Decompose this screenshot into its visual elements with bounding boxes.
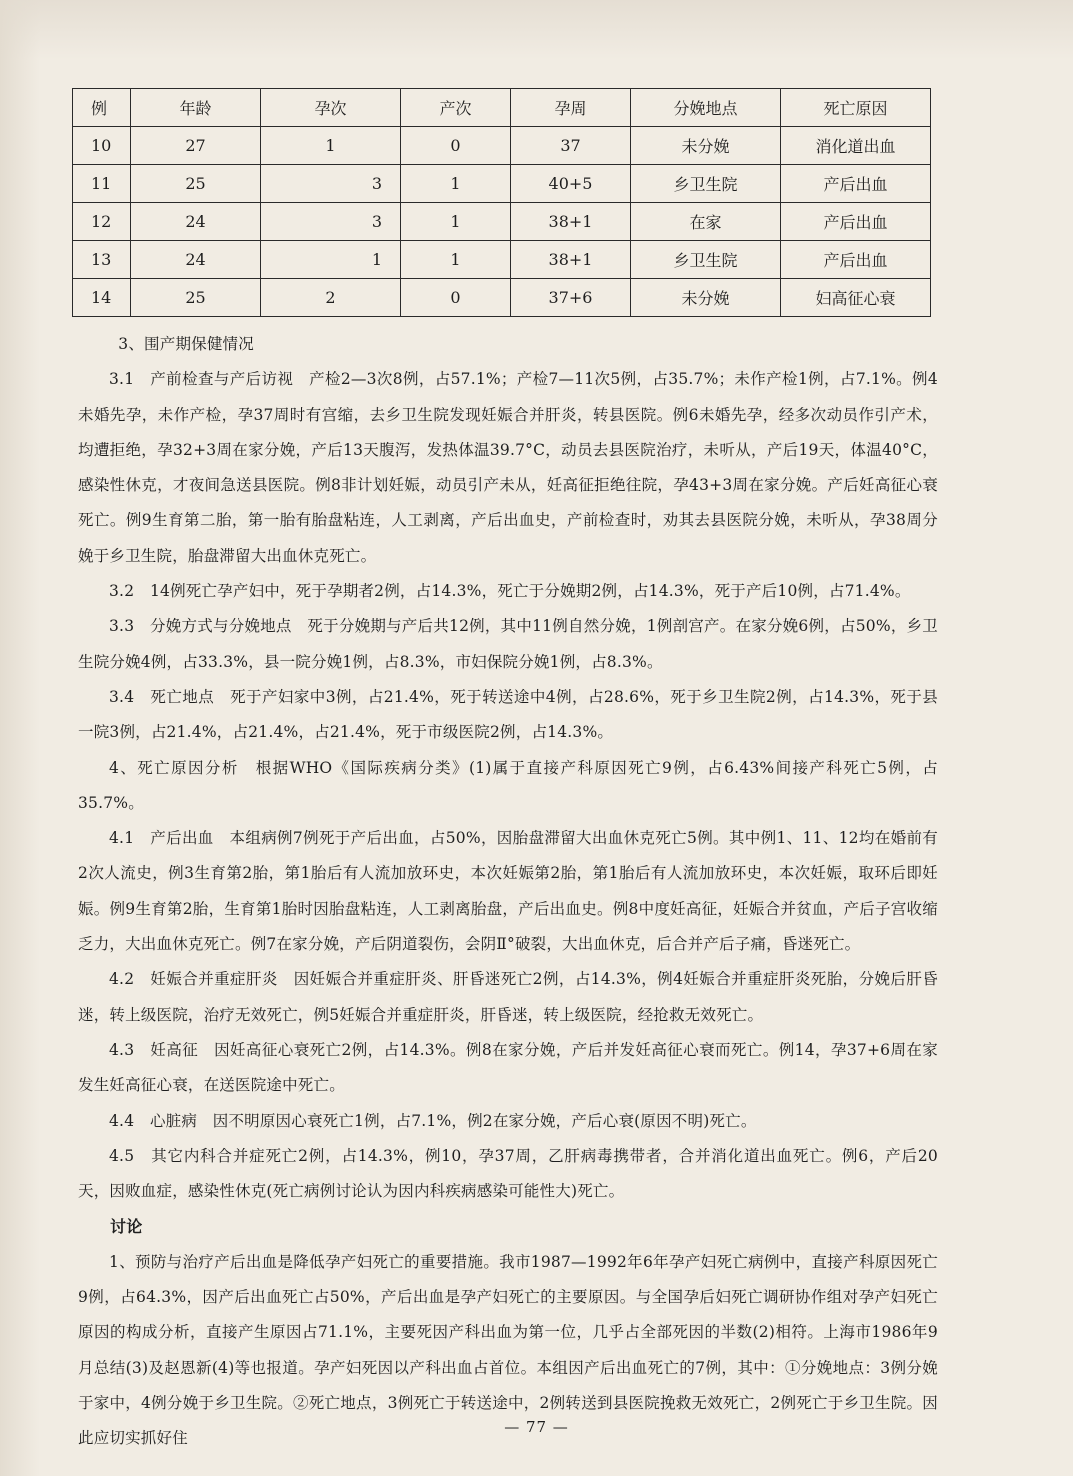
table-header-row: [73, 89, 931, 127]
page-shadow-top: [0, 0, 1073, 60]
paragraph: 3.1 产前检查与产后访视 产检2—3次8例，占57.1%；产检7—11次5例，占35.7%；未作产检1例，占7.1%。例4未婚先孕，未作产检，孕37周时有宫缩，去乡卫生院发现妊娠合并肝炎，转县医院。例6未婚先孕，经多次动员作引产术，均遭拒绝，孕32+3周在家分娩，产后13天腹泻，发热体温39.7°C，动员去县医院治疗，未听从，产后19天，体温40°C，感染性休克，才夜间急送县医院。例8非计划妊娠，动员引产未从，妊高征拒绝往院，孕43+3周在家分娩。产后妊高征心衰死亡。例9生育第二胎，第一胎有胎盘粘连，人工剥离，产后出血史，产前检查时，劝其去县医院分娩，未听从，孕38周分娩于乡卫生院，胎盘滞留大出血休克死亡。: [78, 370, 938, 565]
cell-parity: 1: [401, 203, 511, 241]
cell-age: 27: [131, 127, 261, 165]
cell-parity: 1: [401, 241, 511, 279]
header-cause-of-death: 死亡原因: [781, 89, 931, 127]
cell-delivery-place: 乡卫生院: [631, 165, 781, 203]
cell-gestation: 37: [511, 127, 631, 165]
paragraph: 4.5 其它内科合并症死亡2例，占14.3%，例10，孕37周，乙肝病毒携带者，合并消化道出血死亡。例6，产后20天，因败血症，感染性休克(死亡病例讨论认为因内科疾病感染可能性大)死亡。: [78, 1146, 938, 1201]
cell-gravidity: 2: [261, 279, 401, 317]
page-number: — 77 —: [504, 1418, 569, 1436]
case-table: [72, 88, 931, 317]
paragraph: 4.2 妊娠合并重症肝炎 因妊娠合并重症肝炎、肝昏迷死亡2例，占14.3%，例4妊娠合并重症肝炎死胎，分娩后肝昏迷，转上级医院，治疗无效死亡，例5妊娠合并重症肝炎，肝昏迷，转上级医院，经抢救无效死亡。: [78, 970, 938, 1024]
cell-age: 25: [131, 165, 261, 203]
body-text: [78, 327, 938, 1457]
cell-cause-of-death: 消化道出血: [781, 127, 931, 165]
table-row: [73, 127, 931, 165]
header-gestation: 孕周: [511, 89, 631, 127]
paragraph: 4.4 心脏病 因不明原因心衰死亡1例，占7.1%，例2在家分娩，产后心衰(原因不明)死亡。: [109, 1111, 757, 1130]
cell-case: 11: [73, 165, 131, 203]
header-gravidity: 孕次: [261, 89, 401, 127]
discussion-heading: 讨论: [110, 1217, 143, 1237]
paragraph: 3.2 14例死亡孕产妇中，死于孕期者2例，占14.3%，死亡于分娩期2例，占14.3%，死于产后10例，占71.4%。: [109, 582, 911, 601]
cell-cause-of-death: 产后出血: [781, 165, 931, 203]
cell-parity: 0: [401, 127, 511, 165]
cell-case: 14: [73, 279, 131, 317]
table-row: [73, 279, 931, 317]
paragraph: 4、死亡原因分析 根据WHO《国际疾病分类》(1)属于直接产科原因死亡9例，占6.43%间接产科死亡5例，占35.7%。: [78, 758, 938, 812]
cell-gestation: 37+6: [511, 279, 631, 317]
cell-delivery-place: 在家: [631, 203, 781, 241]
cell-cause-of-death: 妇高征心衰: [781, 279, 931, 317]
cell-gestation: 38+1: [511, 241, 631, 279]
cell-age: 24: [131, 241, 261, 279]
cell-cause-of-death: 产后出血: [781, 241, 931, 279]
cell-cause-of-death: 产后出血: [781, 203, 931, 241]
header-parity: 产次: [401, 89, 511, 127]
cell-gravidity: 1: [261, 241, 401, 279]
cell-delivery-place: 乡卫生院: [631, 241, 781, 279]
header-age: 年龄: [131, 89, 261, 127]
table-row: [73, 165, 931, 203]
cell-age: 24: [131, 203, 261, 241]
header-case: 例: [73, 89, 131, 127]
cell-gravidity: 3: [261, 165, 401, 203]
header-delivery-place: 分娩地点: [631, 89, 781, 127]
table-row: [73, 241, 931, 279]
cell-age: 25: [131, 279, 261, 317]
cell-delivery-place: 未分娩: [631, 279, 781, 317]
cell-parity: 0: [401, 279, 511, 317]
cell-case: 12: [73, 203, 131, 241]
paragraph: 4.1 产后出血 本组病例7例死于产后出血，占50%，因胎盘滞留大出血休克死亡5例。其中例1、11、12均在婚前有2次人流史，例3生育第2胎，第1胎后有人流加放环史，本次妊娠第2胎，第1胎后有人流加放环史，本次妊娠，取环后即妊娠。例9生育第2胎，生育第1胎时因胎盘粘连，人工剥离胎盘，产后出血史。例8中度妊高征，妊娠合并贫血，产后子宫收缩乏力，大出血休克死亡。例7在家分娩，产后阴道裂伤，会阴Ⅱ°破裂，大出血休克，后合并产后子痛，昏迷死亡。: [78, 829, 938, 954]
cell-case: 10: [73, 127, 131, 165]
paragraph: 4.3 妊高征 因妊高征心衰死亡2例，占14.3%。例8在家分娩，产后并发妊高征心衰而死亡。例14，孕37+6周在家发生妊高征心衰，在送医院途中死亡。: [78, 1040, 938, 1095]
cell-gravidity: 3: [261, 203, 401, 241]
cell-gravidity: 1: [261, 127, 401, 165]
cell-gestation: 38+1: [511, 203, 631, 241]
paragraph: 1、预防与治疗产后出血是降低孕产妇死亡的重要措施。我市1987—1992年6年孕产妇死亡病例中，直接产科原因死亡9例，占64.3%，因产后出血死亡占50%，产后出血是孕产妇死亡的主要原因。与全国孕后妇死亡调研协作组对孕产妇死亡原因的构成分析，直接产生原因占71.1%，主要死因产科出血为第一位，几乎占全部死因的半数(2)相符。上海市1986年9月总结(3)及赵恩新(4)等也报道。孕产妇死因以产科出血占首位。本组因产后出血死亡的7例，其中：①分娩地点：3例分娩于家中，4例分娩于乡卫生院。②死亡地点，3例死亡于转送途中，2例转送到县医院挽救无效死亡，2例死亡于乡卫生院。因此应切实抓好住: [78, 1252, 938, 1448]
cell-case: 13: [73, 241, 131, 279]
section-heading: 3、围产期保健情况: [118, 335, 254, 353]
table-row: [73, 203, 931, 241]
paragraph: 3.3 分娩方式与分娩地点 死于分娩期与产后共12例，其中11例自然分娩，1例剖宫产。在家分娩6例，占50%，乡卫生院分娩4例，占33.3%，县一院分娩1例，占8.3%，市妇保院分娩1例，占8.3%。: [78, 617, 938, 671]
paragraph: 3.4 死亡地点 死于产妇家中3例，占21.4%，死于转送途中4例，占28.6%，死于乡卫生院2例，占14.3%，死于县一院3例，占21.4%，占21.4%，占21.4%，死于市级医院2例，占14.3%。: [78, 687, 938, 742]
cell-delivery-place: 未分娩: [631, 127, 781, 165]
cell-gestation: 40+5: [511, 165, 631, 203]
cell-parity: 1: [401, 165, 511, 203]
page-shadow-left: [0, 0, 40, 1476]
